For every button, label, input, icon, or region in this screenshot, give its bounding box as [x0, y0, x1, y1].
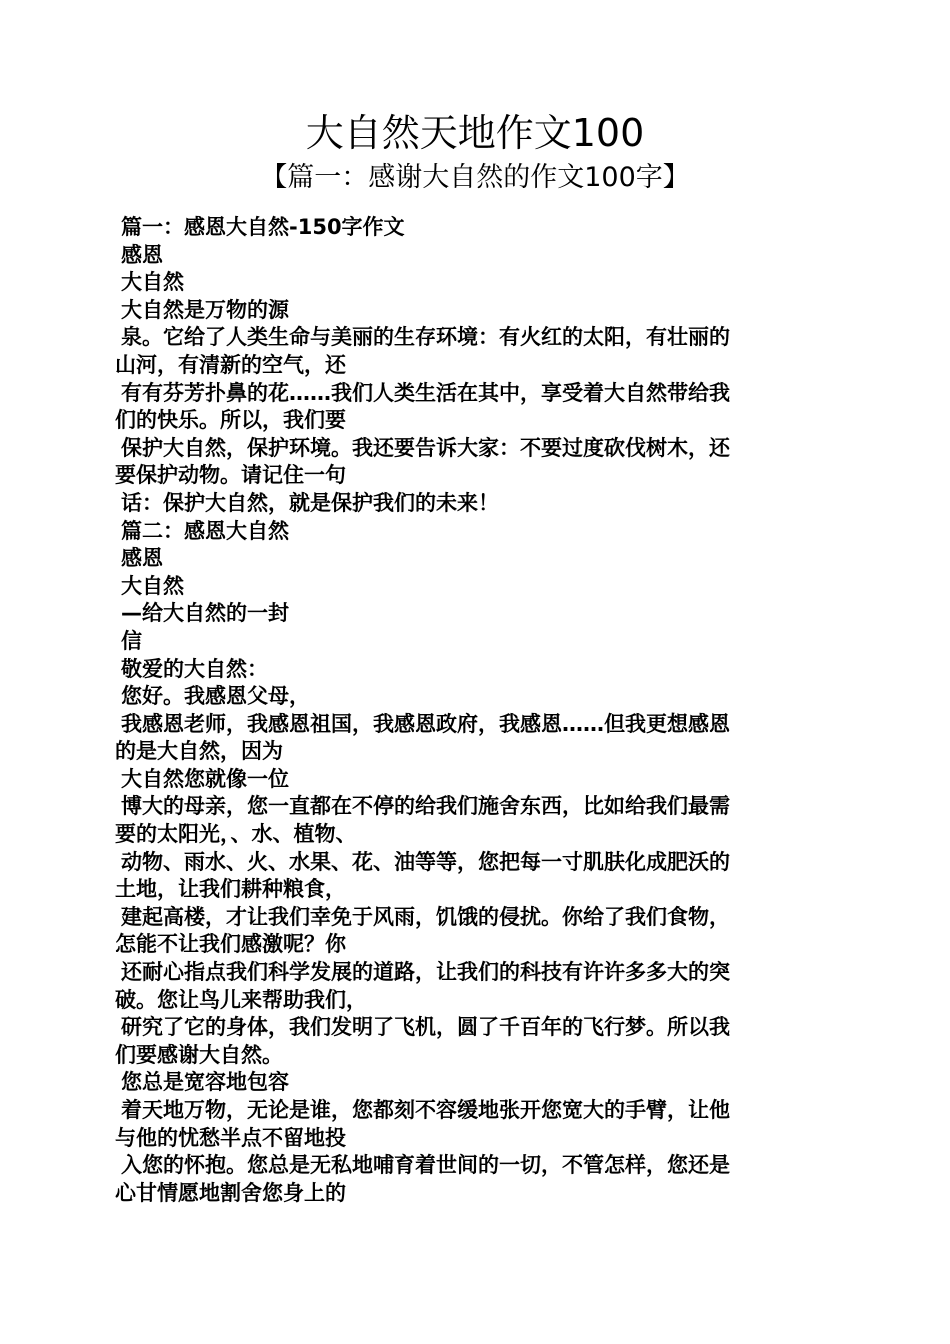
- text-line: —给大自然的一封: [121, 601, 289, 626]
- text-line: 们要感谢大自然。: [115, 1042, 283, 1067]
- text-line: 着天地万物，无论是谁，您都刻不容缓地张开您宽大的手臂，让他: [121, 1098, 730, 1122]
- document-body: [115, 214, 825, 1207]
- text-line: 您总是宽容地包容: [121, 1070, 289, 1095]
- text-line: 大自然: [121, 573, 184, 598]
- text-line: 的是大自然，因为: [115, 739, 283, 764]
- text-line: 研究了它的身体，我们发明了飞机，圆了千百年的飞行梦。所以我: [121, 1015, 730, 1040]
- text-line: 土地，让我们耕种粮食，: [115, 877, 346, 902]
- text-line: 建起高楼，才让我们幸免于风雨，饥饿的侵扰。你给了我们食物，: [121, 904, 730, 929]
- text-line: 与他的忧愁半点不留地投: [115, 1125, 346, 1150]
- text-line: 破。您让鸟儿来帮助我们，: [115, 987, 367, 1012]
- text-line: 话：保护大自然，就是保护我们的未来！: [121, 490, 499, 515]
- text-line: 大自然是万物的源: [121, 297, 289, 322]
- text-line: 博大的母亲，您一直都在不停的给我们施舍东西，比如给我们最需: [121, 794, 730, 819]
- text-line: 还耐心指点我们科学发展的道路，让我们的科技有许许多多大的突: [121, 960, 730, 985]
- text-line: 我感恩老师，我感恩祖国，我感恩政府，我感恩……但我更想感恩: [121, 711, 730, 736]
- text-line: 心甘情愿地割舍您身上的: [115, 1180, 346, 1205]
- text-line: 山河，有清新的空气，还: [115, 352, 346, 377]
- text-line: 要保护动物。请记住一句: [115, 463, 346, 488]
- text-line: 您好。我感恩父母，: [121, 684, 310, 709]
- text-line: 感恩: [121, 242, 163, 267]
- text-line: 动物、雨水、火、水果、花、油等等，您把每一寸肌肤化成肥沃的: [121, 849, 730, 874]
- text-line: 感恩: [121, 546, 163, 571]
- document-title: 大自然天地作文100: [305, 111, 645, 155]
- text-line: 篇二：感恩大自然: [121, 518, 289, 543]
- text-line: 入您的怀抱。您总是无私地哺育着世间的一切，不管怎样，您还是: [121, 1153, 730, 1178]
- text-line: 泉。它给了人类生命与美丽的生存环境：有火红的太阳，有壮丽的: [121, 325, 730, 350]
- text-line: 敬爱的大自然：: [121, 656, 268, 681]
- text-line: 要的太阳光，、水、植物、: [115, 822, 357, 847]
- text-line: 大自然: [121, 270, 184, 295]
- document-subtitle: 【篇一：感谢大自然的作文100字】: [260, 162, 690, 193]
- text-line: 大自然您就像一位: [121, 766, 289, 791]
- text-line: 信: [121, 628, 142, 653]
- text-line: 篇一：感恩大自然-150字作文: [121, 215, 405, 239]
- text-line: 们的快乐。所以，我们要: [115, 408, 346, 433]
- text-line: 保护大自然，保护环境。我还要告诉大家：不要过度砍伐树木，还: [121, 435, 730, 460]
- text-line: 有有芬芳扑鼻的花……我们人类生活在其中，享受着大自然带给我: [121, 380, 730, 405]
- text-line: 怎能不让我们感激呢？你: [115, 932, 346, 957]
